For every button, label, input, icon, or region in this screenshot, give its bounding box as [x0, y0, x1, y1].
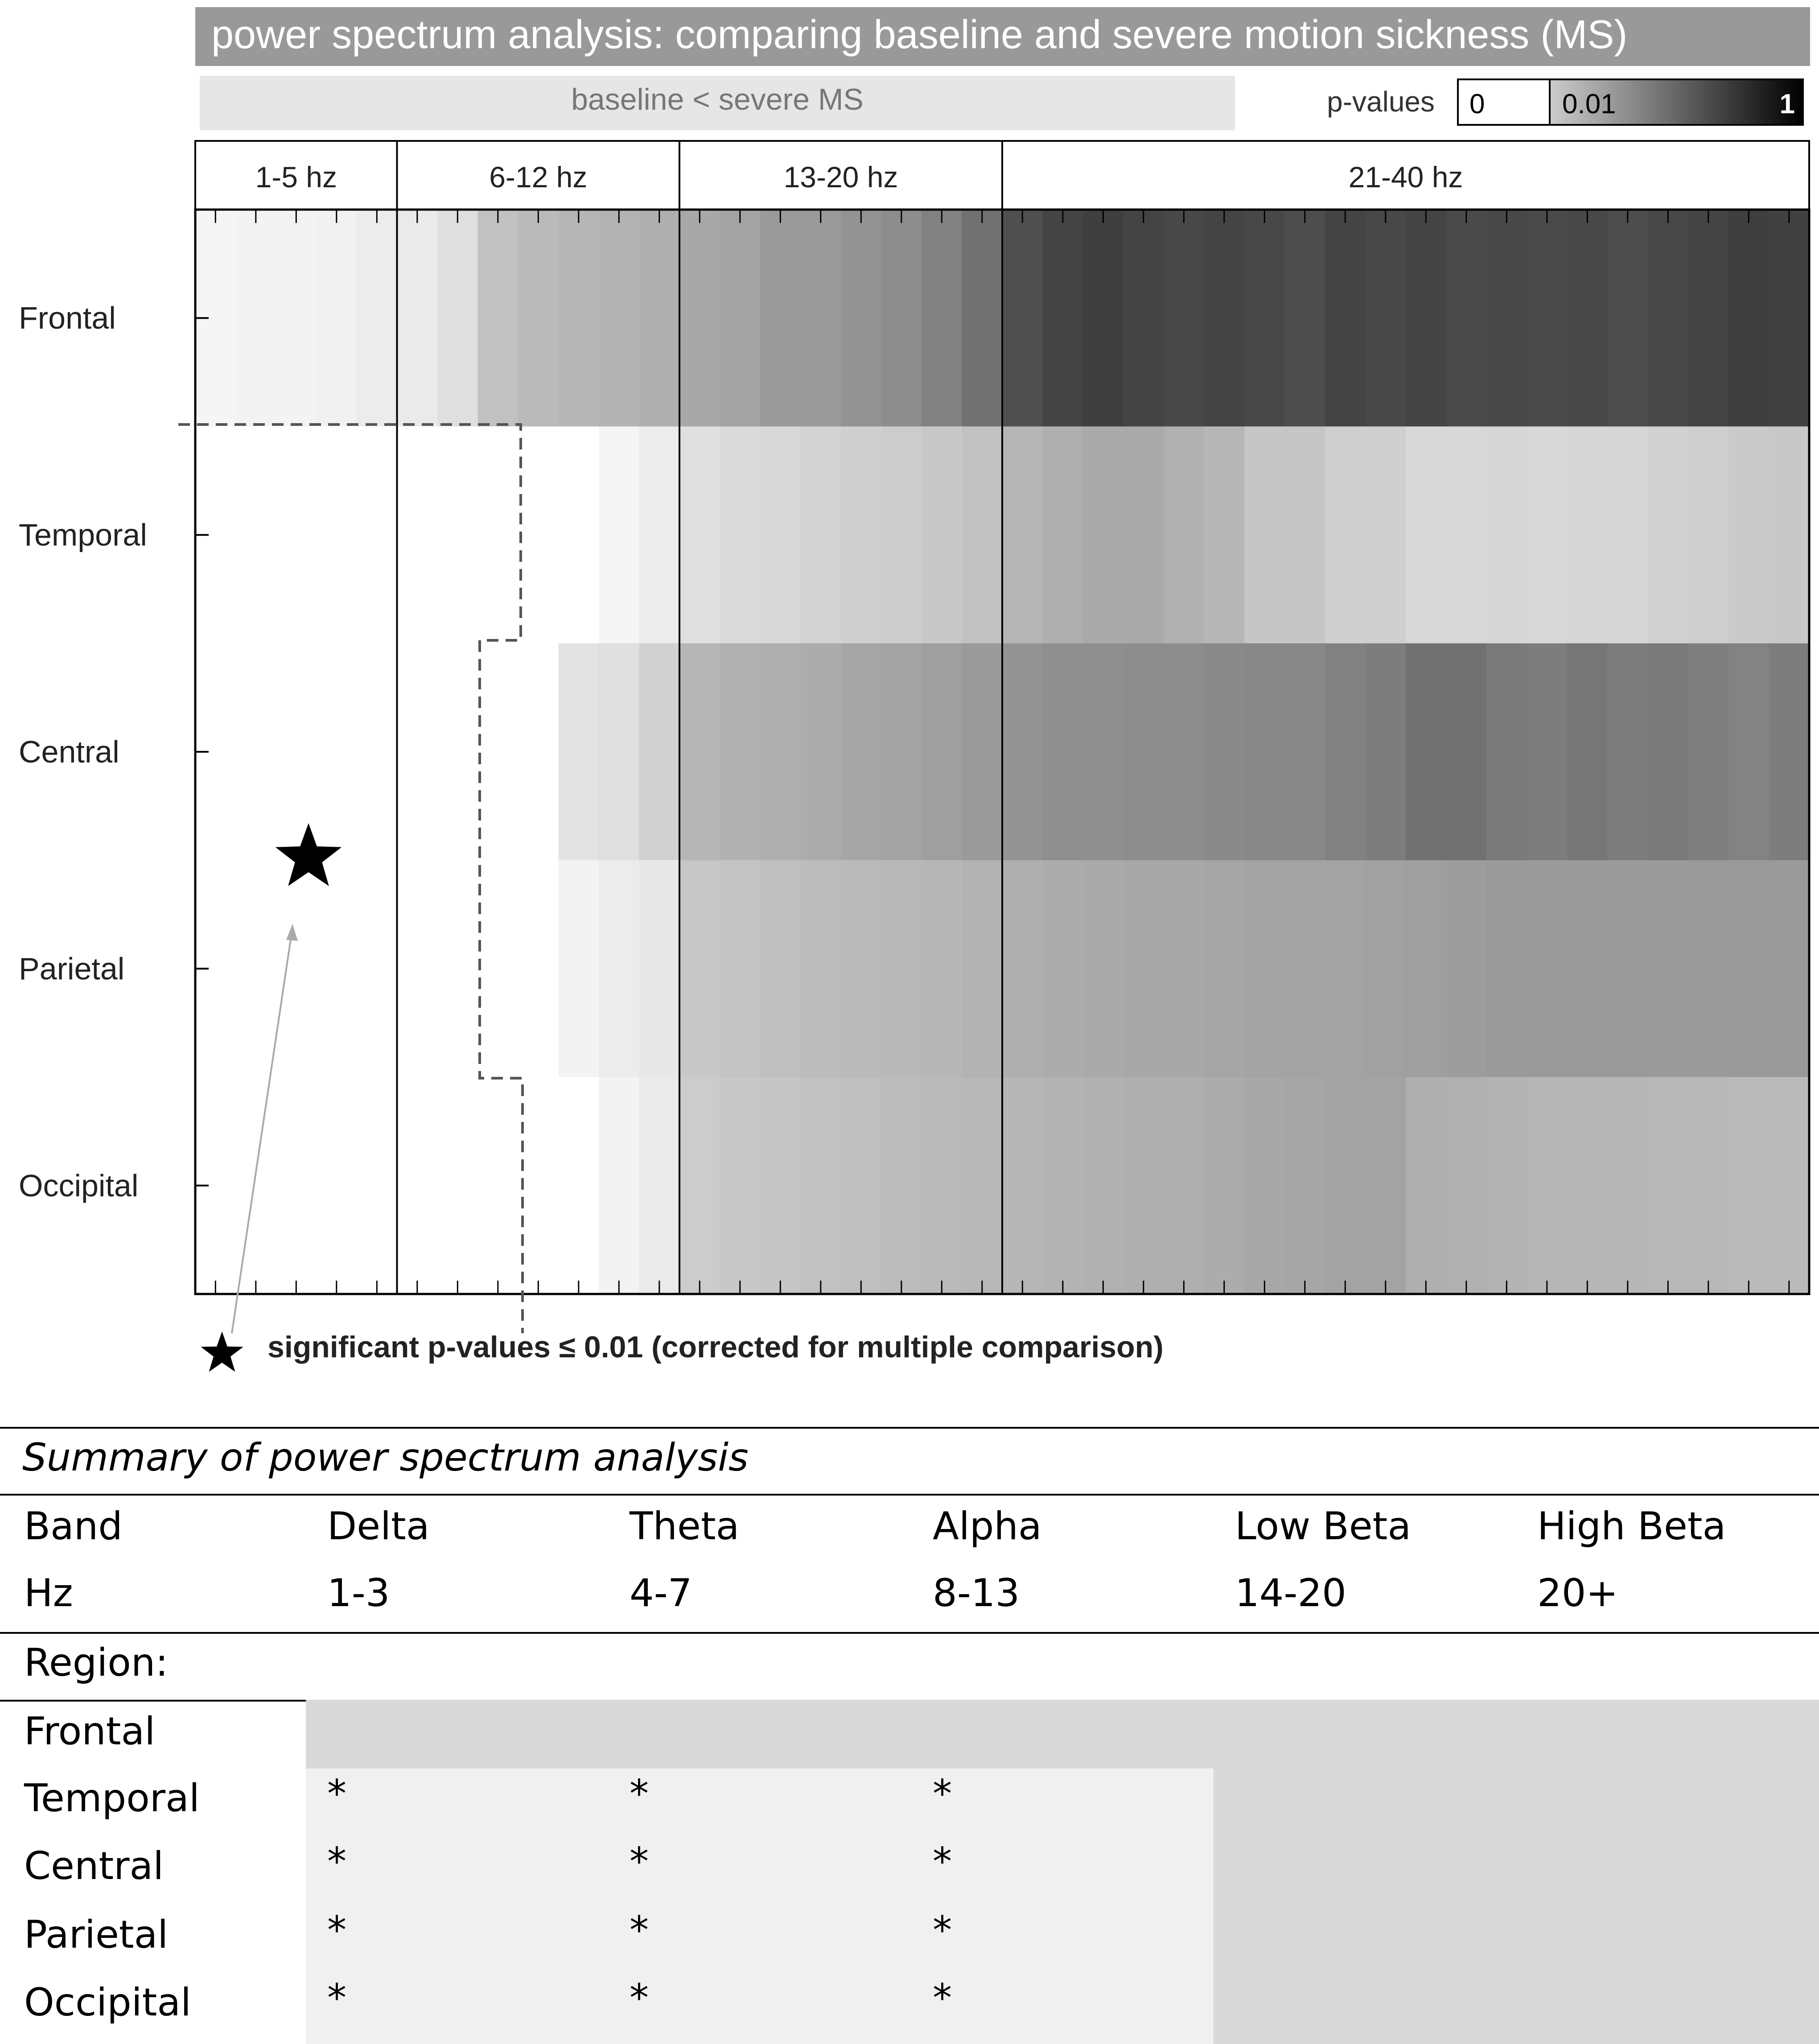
- heat-cell-parietal-12hz: [639, 860, 680, 1077]
- heat-cell-temporal-30hz: [1366, 426, 1406, 643]
- heat-cell-occipital-35hz: [1567, 1077, 1608, 1294]
- heat-cell-occipital-28hz: [1285, 1077, 1325, 1294]
- heat-cell-occipital-16hz: [801, 1077, 841, 1294]
- heat-cell-parietal-30hz: [1366, 860, 1406, 1077]
- heat-cell-central-5hz: [357, 643, 397, 861]
- heat-cell-temporal-27hz: [1244, 426, 1285, 643]
- heat-cell-temporal-36hz: [1608, 426, 1648, 643]
- heat-cell-parietal-21hz: [1002, 860, 1043, 1077]
- heat-cell-frontal-31hz: [1406, 210, 1446, 427]
- heat-cell-parietal-35hz: [1567, 860, 1608, 1077]
- heat-cell-central-8hz: [478, 643, 519, 861]
- heat-cell-occipital-20hz: [962, 1077, 1003, 1294]
- heat-cell-frontal-18hz: [881, 210, 922, 427]
- mark-central-delta: *: [327, 1839, 346, 1884]
- heat-cell-parietal-13hz: [679, 860, 720, 1077]
- heat-cell-central-22hz: [1043, 643, 1083, 861]
- mark-parietal-theta: *: [630, 1908, 649, 1953]
- heat-cell-temporal-34hz: [1527, 426, 1568, 643]
- heat-cell-occipital-25hz: [1164, 1077, 1204, 1294]
- heat-cell-temporal-22hz: [1043, 426, 1083, 643]
- heat-cell-central-29hz: [1325, 643, 1366, 861]
- heat-cell-temporal-26hz: [1204, 426, 1245, 643]
- mark-parietal-delta: *: [327, 1908, 346, 1953]
- region-label-parietal: Parietal: [19, 951, 125, 986]
- summary-region-central: Central: [24, 1844, 164, 1888]
- heat-cell-frontal-23hz: [1083, 210, 1124, 427]
- heat-cell-temporal-4hz: [317, 426, 357, 643]
- band-row-label: Band: [24, 1504, 123, 1549]
- heat-cell-parietal-34hz: [1527, 860, 1568, 1077]
- heat-cell-frontal-7hz: [437, 210, 478, 427]
- heat-cell-parietal-6hz: [397, 860, 438, 1077]
- heat-cell-frontal-35hz: [1567, 210, 1608, 427]
- heat-cell-temporal-39hz: [1728, 426, 1769, 643]
- heat-cell-occipital-34hz: [1527, 1077, 1568, 1294]
- heat-cell-central-14hz: [720, 643, 761, 861]
- band-label-2: 13-20 hz: [783, 161, 898, 194]
- heat-cell-frontal-26hz: [1204, 210, 1245, 427]
- heat-cell-parietal-38hz: [1688, 860, 1729, 1077]
- heat-cell-frontal-21hz: [1002, 210, 1043, 427]
- heat-cell-temporal-18hz: [881, 426, 922, 643]
- band-high-beta: High Beta: [1537, 1504, 1726, 1549]
- heat-cell-occipital-31hz: [1406, 1077, 1446, 1294]
- heat-cell-occipital-12hz: [639, 1077, 680, 1294]
- heat-cell-frontal-40hz: [1769, 210, 1810, 427]
- heat-cell-frontal-2hz: [236, 210, 276, 427]
- heat-cell-parietal-17hz: [841, 860, 881, 1077]
- mark-occipital-alpha: *: [933, 1976, 952, 2020]
- heat-cell-occipital-36hz: [1608, 1077, 1648, 1294]
- heat-cell-parietal-3hz: [276, 860, 317, 1077]
- band-label-1: 6-12 hz: [489, 161, 588, 194]
- heat-cell-central-13hz: [679, 643, 720, 861]
- heat-cell-occipital-11hz: [599, 1077, 639, 1294]
- heat-cell-parietal-20hz: [962, 860, 1003, 1077]
- heat-cell-temporal-24hz: [1124, 426, 1164, 643]
- heat-cell-central-2hz: [236, 643, 276, 861]
- heat-cell-temporal-40hz: [1769, 426, 1810, 643]
- heat-cell-temporal-6hz: [397, 426, 438, 643]
- heat-cell-central-32hz: [1446, 643, 1487, 861]
- heat-cell-central-6hz: [397, 643, 438, 861]
- mark-temporal-delta: *: [327, 1772, 346, 1816]
- heat-cell-parietal-39hz: [1728, 860, 1769, 1077]
- heat-cell-frontal-4hz: [317, 210, 357, 427]
- hz-high-beta: 20+: [1537, 1571, 1618, 1615]
- heat-cell-frontal-6hz: [397, 210, 438, 427]
- heat-cell-central-26hz: [1204, 643, 1245, 861]
- heat-cell-temporal-16hz: [801, 426, 841, 643]
- heat-cell-central-3hz: [276, 643, 317, 861]
- chart-title: power spectrum analysis: comparing baseline and severe motion sickness (MS): [211, 12, 1628, 57]
- heat-cell-frontal-16hz: [801, 210, 841, 427]
- heat-cell-central-4hz: [317, 643, 357, 861]
- heat-cell-temporal-35hz: [1567, 426, 1608, 643]
- heat-cell-temporal-33hz: [1486, 426, 1527, 643]
- heat-cell-occipital-26hz: [1204, 1077, 1245, 1294]
- heat-cell-frontal-19hz: [922, 210, 962, 427]
- heat-cell-frontal-20hz: [962, 210, 1003, 427]
- heat-cell-temporal-28hz: [1285, 426, 1325, 643]
- region-rule: [0, 1700, 306, 1702]
- heat-cell-parietal-4hz: [317, 860, 357, 1077]
- heat-cell-central-33hz: [1486, 643, 1527, 861]
- summary-shade-sig: [306, 1768, 1214, 2044]
- heat-cell-central-7hz: [437, 643, 478, 861]
- heat-cell-occipital-8hz: [478, 1077, 519, 1294]
- heat-cell-occipital-6hz: [397, 1077, 438, 1294]
- heat-cell-central-27hz: [1244, 643, 1285, 861]
- region-label-central: Central: [19, 734, 119, 769]
- heat-cell-central-15hz: [760, 643, 801, 861]
- heat-cell-occipital-7hz: [437, 1077, 478, 1294]
- heat-cell-central-35hz: [1567, 643, 1608, 861]
- heat-cell-temporal-31hz: [1406, 426, 1446, 643]
- heat-cell-occipital-18hz: [881, 1077, 922, 1294]
- annotation-text: significant p-values ≤ 0.01 (corrected for multiple comparison): [268, 1330, 1164, 1364]
- heat-cell-parietal-23hz: [1083, 860, 1124, 1077]
- heat-cell-frontal-29hz: [1325, 210, 1366, 427]
- band-alpha: Alpha: [933, 1504, 1042, 1549]
- heat-cell-central-34hz: [1527, 643, 1568, 861]
- heat-cell-frontal-30hz: [1366, 210, 1406, 427]
- heat-cell-occipital-27hz: [1244, 1077, 1285, 1294]
- heat-cell-occipital-15hz: [760, 1077, 801, 1294]
- heat-cell-parietal-7hz: [437, 860, 478, 1077]
- heat-cell-frontal-22hz: [1043, 210, 1083, 427]
- heat-cell-parietal-31hz: [1406, 860, 1446, 1077]
- heat-cell-frontal-28hz: [1285, 210, 1325, 427]
- heat-cell-parietal-16hz: [801, 860, 841, 1077]
- region-label-occipital: Occipital: [19, 1168, 139, 1203]
- hz-alpha: 8-13: [933, 1571, 1020, 1615]
- mark-occipital-theta: *: [630, 1976, 649, 2020]
- heat-cell-frontal-11hz: [599, 210, 639, 427]
- heat-cell-frontal-15hz: [760, 210, 801, 427]
- heat-cell-parietal-11hz: [599, 860, 639, 1077]
- chart-subtitle: baseline < severe MS: [571, 82, 864, 116]
- heat-cell-parietal-32hz: [1446, 860, 1487, 1077]
- heat-cell-parietal-25hz: [1164, 860, 1204, 1077]
- heat-cell-central-38hz: [1688, 643, 1729, 861]
- heat-cell-parietal-24hz: [1124, 860, 1164, 1077]
- heat-cell-central-11hz: [599, 643, 639, 861]
- heat-cell-frontal-33hz: [1486, 210, 1527, 427]
- heat-cell-frontal-14hz: [720, 210, 761, 427]
- band-low-beta: Low Beta: [1235, 1504, 1412, 1549]
- heat-cell-temporal-19hz: [922, 426, 962, 643]
- heat-cell-parietal-2hz: [236, 860, 276, 1077]
- heat-cell-frontal-17hz: [841, 210, 881, 427]
- summary-region-temporal: Temporal: [24, 1776, 200, 1821]
- heat-cell-parietal-18hz: [881, 860, 922, 1077]
- heat-cell-occipital-39hz: [1728, 1077, 1769, 1294]
- heat-cell-central-28hz: [1285, 643, 1325, 861]
- summary-region-occipital: Occipital: [24, 1980, 191, 2025]
- heat-cell-central-36hz: [1608, 643, 1648, 861]
- mark-temporal-alpha: *: [933, 1772, 952, 1816]
- heat-cell-temporal-38hz: [1688, 426, 1729, 643]
- band-delta: Delta: [327, 1504, 430, 1549]
- mark-parietal-alpha: *: [933, 1908, 952, 1953]
- heat-cell-parietal-10hz: [559, 860, 599, 1077]
- heat-cell-temporal-2hz: [236, 426, 276, 643]
- heat-cell-central-40hz: [1769, 643, 1810, 861]
- heat-cell-occipital-33hz: [1486, 1077, 1527, 1294]
- heat-cell-temporal-14hz: [720, 426, 761, 643]
- heat-cell-parietal-8hz: [478, 860, 519, 1077]
- heat-cell-temporal-20hz: [962, 426, 1003, 643]
- summary-table: [0, 1427, 1819, 2044]
- heat-cell-temporal-29hz: [1325, 426, 1366, 643]
- heat-cell-temporal-13hz: [679, 426, 720, 643]
- heat-cell-temporal-11hz: [599, 426, 639, 643]
- summary-shade-beta: [1214, 1768, 1819, 2044]
- heat-cell-parietal-14hz: [720, 860, 761, 1077]
- heat-cell-occipital-40hz: [1769, 1077, 1810, 1294]
- summary-title: Summary of power spectrum analysis: [22, 1435, 749, 1480]
- heat-cell-temporal-25hz: [1164, 426, 1204, 643]
- heat-cell-parietal-26hz: [1204, 860, 1245, 1077]
- heat-cell-occipital-4hz: [317, 1077, 357, 1294]
- heat-cell-parietal-33hz: [1486, 860, 1527, 1077]
- heat-cell-parietal-27hz: [1244, 860, 1285, 1077]
- heat-cell-temporal-5hz: [357, 426, 397, 643]
- heat-cell-frontal-9hz: [518, 210, 559, 427]
- heat-cell-frontal-36hz: [1608, 210, 1648, 427]
- heat-cell-temporal-8hz: [478, 426, 519, 643]
- heat-cell-temporal-15hz: [760, 426, 801, 643]
- region-label-frontal: Frontal: [19, 301, 116, 336]
- heat-cell-parietal-22hz: [1043, 860, 1083, 1077]
- mark-occipital-delta: *: [327, 1976, 346, 2020]
- heat-cell-central-24hz: [1124, 643, 1164, 861]
- heat-cell-central-25hz: [1164, 643, 1204, 861]
- heat-cell-occipital-3hz: [276, 1077, 317, 1294]
- heat-cell-parietal-5hz: [357, 860, 397, 1077]
- hz-row-label: Hz: [24, 1571, 73, 1615]
- heat-cell-occipital-29hz: [1325, 1077, 1366, 1294]
- heat-cell-occipital-21hz: [1002, 1077, 1043, 1294]
- band-theta: Theta: [630, 1504, 740, 1549]
- colorbar-label: p-values: [1327, 86, 1435, 118]
- heat-cell-frontal-34hz: [1527, 210, 1568, 427]
- heat-cell-occipital-10hz: [559, 1077, 599, 1294]
- heat-cell-frontal-13hz: [679, 210, 720, 427]
- heat-cell-occipital-38hz: [1688, 1077, 1729, 1294]
- heat-cell-central-18hz: [881, 643, 922, 861]
- top-rule: [0, 1427, 1819, 1429]
- heat-cell-frontal-38hz: [1688, 210, 1729, 427]
- heat-cell-temporal-3hz: [276, 426, 317, 643]
- colorbar-tick-1: 1: [1779, 89, 1795, 120]
- heat-cell-central-39hz: [1728, 643, 1769, 861]
- heat-cell-central-12hz: [639, 643, 680, 861]
- heat-cell-frontal-3hz: [276, 210, 317, 427]
- hz-theta: 4-7: [630, 1571, 692, 1615]
- heat-cell-temporal-9hz: [518, 426, 559, 643]
- heat-cell-central-30hz: [1366, 643, 1406, 861]
- heat-cell-occipital-5hz: [357, 1077, 397, 1294]
- hz-rule: [0, 1632, 1819, 1634]
- heat-cell-parietal-36hz: [1608, 860, 1648, 1077]
- heat-cell-frontal-27hz: [1244, 210, 1285, 427]
- heat-cell-frontal-39hz: [1728, 210, 1769, 427]
- mark-central-alpha: *: [933, 1839, 952, 1884]
- summary-region-parietal: Parietal: [24, 1912, 169, 1957]
- heat-cell-temporal-23hz: [1083, 426, 1124, 643]
- hz-low-beta: 14-20: [1235, 1571, 1346, 1615]
- heat-cell-frontal-24hz: [1124, 210, 1164, 427]
- heat-cell-central-31hz: [1406, 643, 1446, 861]
- heat-cell-central-10hz: [559, 643, 599, 861]
- heat-cell-parietal-40hz: [1769, 860, 1810, 1077]
- heat-cell-parietal-9hz: [518, 860, 559, 1077]
- heat-cell-occipital-22hz: [1043, 1077, 1083, 1294]
- heat-cell-occipital-30hz: [1366, 1077, 1406, 1294]
- heat-cell-frontal-10hz: [559, 210, 599, 427]
- legend-star-icon: [201, 1331, 243, 1372]
- heat-cell-parietal-19hz: [922, 860, 962, 1077]
- heat-cell-occipital-23hz: [1083, 1077, 1124, 1294]
- summary-region-frontal: Frontal: [24, 1709, 156, 1754]
- heat-cell-occipital-17hz: [841, 1077, 881, 1294]
- heat-cell-central-17hz: [841, 643, 881, 861]
- heat-cell-temporal-10hz: [559, 426, 599, 643]
- mark-central-theta: *: [630, 1839, 649, 1884]
- mark-temporal-theta: *: [630, 1772, 649, 1816]
- region-header: Region:: [24, 1640, 169, 1685]
- heat-cell-central-20hz: [962, 643, 1003, 861]
- heat-cell-central-21hz: [1002, 643, 1043, 861]
- heat-cell-central-9hz: [518, 643, 559, 861]
- colorbar-tick-0: 0: [1469, 89, 1485, 120]
- heat-cell-frontal-37hz: [1648, 210, 1688, 427]
- heat-cell-central-16hz: [801, 643, 841, 861]
- summary-shade-top: [306, 1700, 1819, 1768]
- heat-cell-central-19hz: [922, 643, 962, 861]
- heat-cell-temporal-21hz: [1002, 426, 1043, 643]
- heat-cell-parietal-15hz: [760, 860, 801, 1077]
- heat-cell-occipital-13hz: [679, 1077, 720, 1294]
- heat-cell-occipital-37hz: [1648, 1077, 1688, 1294]
- title-rule: [0, 1494, 1819, 1496]
- heat-cell-occipital-14hz: [720, 1077, 761, 1294]
- heat-cell-temporal-32hz: [1446, 426, 1487, 643]
- heat-cell-parietal-37hz: [1648, 860, 1688, 1077]
- heat-cell-frontal-25hz: [1164, 210, 1204, 427]
- band-label-0: 1-5 hz: [255, 161, 337, 194]
- region-label-temporal: Temporal: [19, 517, 147, 552]
- heat-cell-parietal-28hz: [1285, 860, 1325, 1077]
- heat-cell-temporal-17hz: [841, 426, 881, 643]
- band-label-3: 21-40 hz: [1348, 161, 1463, 194]
- heat-cell-temporal-37hz: [1648, 426, 1688, 643]
- heat-cell-frontal-32hz: [1446, 210, 1487, 427]
- heat-cell-frontal-8hz: [478, 210, 519, 427]
- hz-delta: 1-3: [327, 1571, 390, 1615]
- heat-cell-occipital-32hz: [1446, 1077, 1487, 1294]
- heat-cell-central-37hz: [1648, 643, 1688, 861]
- heat-cell-temporal-12hz: [639, 426, 680, 643]
- heat-cell-occipital-9hz: [518, 1077, 559, 1294]
- heat-cell-central-23hz: [1083, 643, 1124, 861]
- heat-cell-occipital-24hz: [1124, 1077, 1164, 1294]
- heat-cell-parietal-29hz: [1325, 860, 1366, 1077]
- heat-cell-frontal-12hz: [639, 210, 680, 427]
- colorbar-tick-001: 0.01: [1562, 89, 1616, 120]
- heat-cell-occipital-19hz: [922, 1077, 962, 1294]
- heat-cell-frontal-5hz: [357, 210, 397, 427]
- heat-cell-temporal-7hz: [437, 426, 478, 643]
